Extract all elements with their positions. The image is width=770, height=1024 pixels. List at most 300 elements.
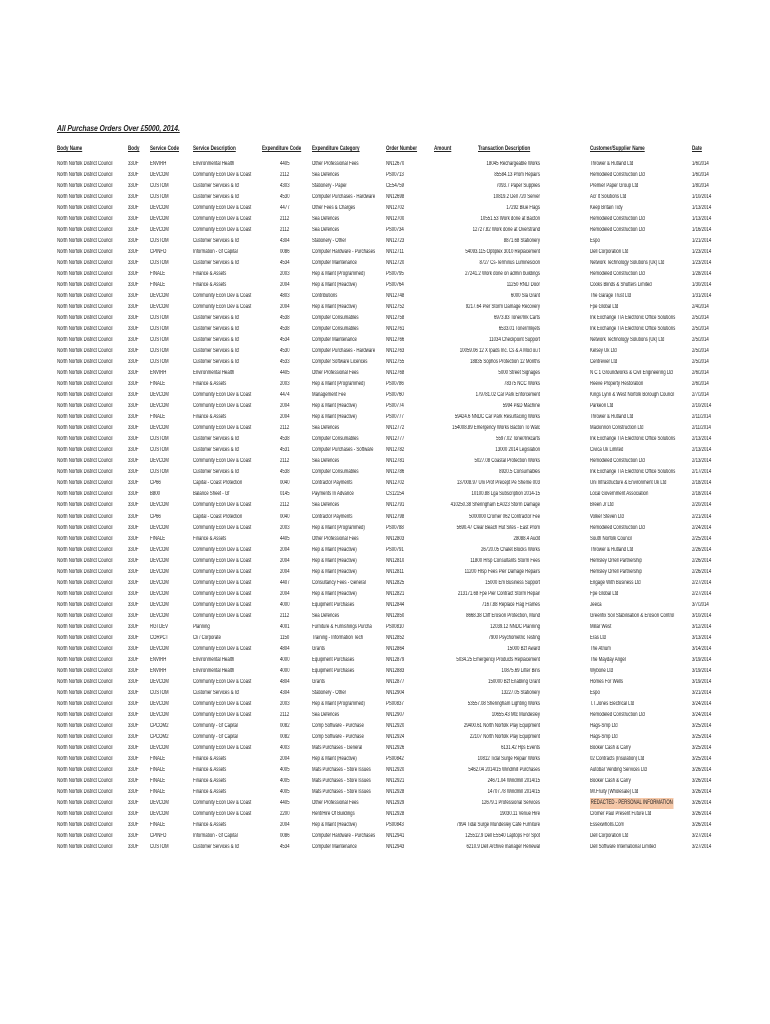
body-name-cell: North Norfolk District Council	[57, 777, 113, 784]
order-number-cell: NN12781	[386, 458, 405, 465]
expenditure-category-cell: Sea Defences	[312, 711, 340, 718]
supplier-name-cell: Mr.Fruity (Wholesale) Ltd	[590, 788, 639, 795]
order-number-cell: NN12782	[386, 447, 405, 454]
order-number-cell: NN12810	[386, 557, 405, 564]
date-cell: 1/21/2014	[692, 238, 712, 245]
transaction-description: Blue Flags	[519, 205, 540, 212]
amount-cell	[151, 688, 540, 699]
expenditure-code-cell: 4405	[280, 370, 290, 377]
supplier-name-cell: Keep Britain Tidy	[590, 205, 623, 212]
date-cell: 1/6/2014	[692, 172, 709, 179]
date-cell: 2/17/2014	[692, 469, 712, 476]
date-cell: 3/14/2014	[692, 645, 712, 652]
transaction-description: NCC Works	[517, 381, 540, 388]
body-cell: 33UF	[128, 337, 139, 344]
table-row	[0, 280, 770, 291]
order-number-cell: NN12670	[386, 161, 405, 167]
transaction-description: Venue Hire	[518, 810, 540, 817]
table-row	[0, 732, 770, 743]
expenditure-category-cell: Rep & Maint (Programmed)	[312, 524, 365, 531]
body-name-cell: North Norfolk District Council	[57, 755, 113, 762]
transaction-description: Cliff Erosion Protection, Mund	[482, 612, 540, 619]
expenditure-code-cell: 4534	[280, 337, 290, 344]
amount-cell	[151, 567, 540, 578]
body-name-cell: North Norfolk District Council	[57, 590, 113, 597]
supplier-name-cell: Kings Lynn & West Norfolk Borough Council	[590, 392, 675, 399]
expenditure-category-cell: Rep & Maint (Reactive)	[312, 414, 357, 421]
expenditure-category-cell: Sea Defences	[312, 227, 340, 234]
table-row	[0, 589, 770, 600]
table-row	[0, 445, 770, 456]
date-cell: 2/27/2014	[692, 590, 712, 597]
header-expenditure-category: Expenditure Category	[312, 145, 360, 152]
table-row	[0, 170, 770, 181]
service-description-cell: Customer Services & Ict	[193, 238, 240, 245]
body-cell: 33UF	[128, 678, 139, 685]
transaction-description: Lga Subscription 2014-15	[490, 491, 540, 498]
expenditure-code-cell: 2004	[280, 546, 290, 553]
order-number-cell: PS00810	[386, 623, 404, 630]
body-cell: 33UF	[128, 755, 139, 762]
amount-value: 10812	[477, 755, 490, 762]
transaction-description: Professional Services	[498, 799, 540, 806]
expenditure-code-cell: 4005	[280, 777, 290, 784]
transaction-description: Car Park Enforcement	[497, 392, 540, 399]
body-name-cell: North Norfolk District Council	[57, 403, 113, 410]
supplier-name-cell: The Garage Trust Ltd	[590, 293, 632, 300]
body-cell: 33UF	[128, 810, 139, 817]
table-row	[0, 666, 770, 677]
body-cell: 33UF	[128, 205, 139, 212]
amount-cell	[151, 787, 540, 798]
date-cell: 3/27/2014	[692, 843, 712, 850]
date-cell: 2/10/2014	[692, 403, 712, 410]
body-cell: 33UF	[128, 381, 139, 388]
body-name-cell: North Norfolk District Council	[57, 733, 113, 740]
table-row	[0, 798, 770, 809]
expenditure-category-cell: Sea Defences	[312, 612, 340, 619]
date-cell: 2/13/2014	[692, 458, 712, 465]
transaction-description: Fpe Pier Contract Storm Repair	[479, 590, 540, 597]
order-number-cell: NN12791	[386, 502, 405, 509]
date-cell: 2/5/2014	[692, 315, 709, 322]
order-number-cell: NN12825	[386, 579, 405, 586]
header-supplier-name: Customer/Supplier Name	[590, 145, 645, 152]
body-name-cell: North Norfolk District Council	[57, 436, 113, 443]
amount-value: 53557.08	[467, 700, 486, 707]
expenditure-code-cell: 4001	[280, 623, 290, 630]
amount-cell	[151, 280, 540, 291]
date-cell: 2/5/2014	[692, 348, 709, 355]
body-name-cell: North Norfolk District Council	[57, 293, 113, 300]
body-cell: 33UF	[128, 667, 139, 674]
body-name-cell: North Norfolk District Council	[57, 711, 113, 718]
expenditure-category-cell: Grants	[312, 645, 325, 652]
service-description-cell: Customer Services & Ict	[193, 436, 240, 443]
body-name-cell: North Norfolk District Council	[57, 326, 113, 333]
expenditure-category-cell: Management Fee	[312, 392, 346, 399]
table-row	[0, 269, 770, 280]
amount-cell	[151, 820, 540, 831]
service-code-cell: CUSTOM	[150, 469, 169, 476]
body-name-cell: North Norfolk District Council	[57, 370, 113, 377]
amount-value: 150000	[488, 678, 503, 685]
body-name-cell: North Norfolk District Council	[57, 810, 113, 817]
table-row	[0, 842, 770, 853]
date-cell: 2/18/2014	[692, 480, 712, 487]
amount-value: 17292	[506, 205, 519, 212]
service-code-cell: FINALE	[150, 271, 166, 278]
supplier-name-cell: Essexwholls.Com	[590, 821, 625, 828]
transaction-description: Hrsp Fees Pier Damage Repairs	[477, 568, 540, 575]
body-name-cell: North Norfolk District Council	[57, 821, 113, 828]
expenditure-category-cell: Sea Defences	[312, 216, 340, 223]
supplier-name-cell: Remodeled Construction Ltd	[590, 227, 645, 234]
transaction-description: Cromer 062 Contractor Fee	[487, 513, 540, 520]
amount-value: 14707.78	[487, 788, 506, 795]
body-name-cell: North Norfolk District Council	[57, 205, 113, 212]
body-name-cell: North Norfolk District Council	[57, 469, 113, 476]
amount-value: 154008.89	[452, 425, 473, 432]
expenditure-category-cell: Other Professional Fees	[312, 161, 359, 167]
table-row	[0, 622, 770, 633]
body-cell: 33UF	[128, 392, 139, 399]
date-cell: 1/23/2014	[692, 249, 712, 256]
supplier-name-cell: Remodeled Construction Ltd	[590, 524, 645, 531]
supplier-name-cell: Remodeled Construction Ltd	[590, 172, 645, 179]
table-row	[0, 159, 770, 170]
transaction-description: Work done at Bacton	[499, 216, 540, 223]
amount-cell	[151, 258, 540, 269]
transaction-description: Optiplex 3010 Replacement	[486, 249, 540, 256]
expenditure-code-cell: 2004	[280, 414, 290, 421]
amount-cell	[151, 600, 540, 611]
header-body-name: Body Name	[57, 145, 83, 152]
order-number-cell: NN12941	[386, 832, 405, 839]
body-name-cell: North Norfolk District Council	[57, 766, 113, 773]
expenditure-category-cell: Grants	[312, 678, 325, 685]
service-code-cell: FINALE	[150, 381, 166, 388]
body-cell: 33UF	[128, 524, 139, 531]
service-code-cell: B800	[150, 491, 161, 498]
body-cell: 33UF	[128, 447, 139, 454]
service-description-cell: Customer Services & Ict	[193, 337, 240, 344]
body-cell: 33UF	[128, 491, 139, 498]
expenditure-category-cell: Rep & Maint (Reactive)	[312, 403, 357, 410]
amount-cell	[151, 214, 540, 225]
service-description-cell: Customer Services & Ict	[193, 348, 240, 355]
expenditure-category-cell: Sea Defences	[312, 502, 340, 509]
expenditure-category-cell: Rep & Maint (Reactive)	[312, 304, 357, 311]
body-cell: 33UF	[128, 161, 139, 167]
body-name-cell: North Norfolk District Council	[57, 348, 113, 355]
supplier-name-cell: Dell Corporation Ltd	[590, 832, 629, 839]
supplier-name-cell: Ink Exchange T/A Electronic Office Solutions	[590, 436, 676, 443]
date-cell: 3/19/2014	[692, 678, 712, 685]
order-number-cell: PS00843	[386, 821, 404, 828]
transaction-description: Dell Archive manager Renewal	[480, 843, 540, 850]
service-description-cell: Community Econ Dev & Coast	[193, 711, 252, 718]
supplier-name-cell: REDACTED - PERSONAL INFORMATION	[590, 798, 674, 809]
service-description-cell: Community Econ Dev & Coast	[193, 590, 252, 597]
order-number-cell: NN12786	[386, 469, 405, 476]
amount-value: 5027.08	[474, 458, 491, 465]
body-cell: 33UF	[128, 513, 139, 520]
table-row	[0, 743, 770, 754]
amount-cell	[151, 842, 540, 853]
service-code-cell: DEVCOM	[150, 293, 169, 300]
expenditure-category-cell: Rep & Maint (Programmed)	[312, 700, 365, 707]
service-description-cell: Planning	[193, 623, 210, 630]
table-row	[0, 578, 770, 589]
service-description-cell: Community Econ Dev & Coast	[193, 579, 252, 586]
table-row	[0, 313, 770, 324]
service-description-cell: Community Econ Dev & Coast	[193, 392, 252, 399]
service-code-cell: DEVCOM	[150, 612, 169, 619]
order-number-cell: NN12921	[386, 777, 405, 784]
transaction-description: P&D Machine	[513, 403, 540, 410]
service-code-cell: DEVCOM	[150, 205, 169, 212]
table-row	[0, 677, 770, 688]
table-row	[0, 710, 770, 721]
service-code-cell: CPINFO	[150, 249, 167, 256]
supplier-name-cell: Espo	[590, 689, 600, 696]
service-description-cell: Community Econ Dev & Coast	[193, 403, 252, 410]
service-code-cell: DEVCOM	[150, 502, 169, 509]
amount-value: 125512.9	[465, 832, 484, 839]
table-row	[0, 633, 770, 644]
expenditure-category-cell: Stationery - Other	[312, 689, 347, 696]
service-description-cell: Finance & Assets	[193, 271, 227, 278]
date-cell: 2/20/2014	[692, 502, 712, 509]
expenditure-code-cell: 2112	[280, 612, 290, 619]
body-cell: 33UF	[128, 612, 139, 619]
expenditure-category-cell: Computer Purchases - Software	[312, 447, 374, 454]
amount-value: 8727	[479, 260, 490, 267]
transaction-description: Tidal Surge Mundesley Café Furniture	[467, 821, 540, 828]
supplier-name-cell: Hemsley Orrell Partnership	[590, 557, 642, 564]
service-code-cell: CUSTOM	[150, 436, 169, 443]
table-row	[0, 335, 770, 346]
body-name-cell: North Norfolk District Council	[57, 425, 113, 432]
date-cell: 2/26/2014	[692, 557, 712, 564]
table-row	[0, 655, 770, 666]
expenditure-code-cell: 4531	[280, 447, 290, 454]
body-cell: 33UF	[128, 689, 139, 696]
date-cell: 2/11/2014	[692, 414, 711, 421]
body-cell: 33UF	[128, 832, 139, 839]
expenditure-code-cell: 4000	[280, 667, 290, 674]
service-code-cell: CUSTOM	[150, 260, 169, 267]
expenditure-category-cell: Other Professional Fees	[312, 370, 359, 377]
transaction-description: Sheringham Lighting Works	[487, 700, 540, 707]
amount-cell	[151, 732, 540, 743]
supplier-name-cell: Ink Exchange T/A Electronic Office Solutions	[590, 469, 676, 476]
order-number-cell: PS00791	[386, 546, 404, 553]
header-service-description: Service Description	[193, 145, 236, 152]
date-cell: 3/24/2014	[692, 700, 712, 707]
expenditure-category-cell: Other Fees & Charges	[312, 205, 356, 212]
body-name-cell: North Norfolk District Council	[57, 843, 113, 850]
table-row	[0, 500, 770, 511]
service-code-cell: DEVCOM	[150, 645, 169, 652]
expenditure-code-cell: 2003	[280, 700, 290, 707]
service-code-cell: DEVCOM	[150, 810, 169, 817]
amount-value: 6000	[510, 293, 521, 300]
service-description-cell: Community Econ Dev & Coast	[193, 524, 252, 531]
expenditure-category-cell: Computer Purchases - Hardware	[312, 194, 376, 201]
body-cell: 33UF	[128, 348, 139, 355]
service-code-cell: CUSTOM	[150, 194, 169, 201]
transaction-description: Pier Storm Damage Recovery	[482, 304, 540, 311]
transaction-description: RNLI Door	[519, 282, 540, 289]
body-cell: 33UF	[128, 579, 139, 586]
transaction-description: Toner/Inkjets	[515, 326, 540, 333]
expenditure-category-cell: Computer Purchases - Hardware	[312, 348, 376, 355]
expenditure-category-cell: Comp Software - Purchase	[312, 722, 364, 729]
body-cell: 33UF	[128, 458, 139, 465]
amount-cell	[151, 523, 540, 534]
service-description-cell: Community - Gf Capital	[193, 722, 238, 729]
expenditure-code-cell: 2003	[280, 381, 290, 388]
date-cell: 3/10/2014	[692, 612, 712, 619]
expenditure-category-cell: Computer Maintenance	[312, 337, 357, 344]
expenditure-category-cell: Rep & Maint (Reactive)	[312, 282, 357, 289]
supplier-name-cell: Autobar Vending Services Ltd	[590, 766, 647, 773]
supplier-name-cell: Remodeled Construction Ltd	[590, 216, 645, 223]
expenditure-category-cell: Sea Defences	[312, 425, 340, 432]
order-number-cell: NN12752	[386, 304, 405, 311]
amount-value: 15000	[485, 579, 498, 586]
amount-value: 12039.12	[490, 623, 509, 630]
table-row	[0, 346, 770, 357]
amount-cell	[151, 236, 540, 247]
supplier-name-cell: Hags-Smp Ltd	[590, 733, 618, 740]
expenditure-code-cell: 4407	[280, 579, 290, 586]
amount-value: 29400.61	[463, 722, 482, 729]
body-cell: 33UF	[128, 403, 139, 410]
body-cell: 33UF	[128, 249, 139, 256]
transaction-description: Prom Repairs	[513, 172, 540, 179]
supplier-name-cell: The Mayday Angel	[590, 656, 626, 663]
expenditure-code-cell: 0082	[280, 722, 290, 729]
amount-value: 9217.64	[465, 304, 482, 311]
expenditure-code-cell: 4530	[280, 194, 290, 201]
body-name-cell: North Norfolk District Council	[57, 568, 113, 575]
amount-value: 11034	[489, 337, 501, 344]
service-description-cell: Capital - Coast Protection	[193, 513, 243, 520]
expenditure-code-cell: 2004	[280, 590, 290, 597]
service-code-cell: DEVCOM	[150, 546, 169, 553]
order-number-cell: PS00760	[386, 392, 404, 399]
order-number-cell: CS12154	[386, 491, 405, 498]
service-description-cell: Community Econ Dev & Coast	[193, 304, 252, 311]
amount-value: 85584.13	[494, 172, 513, 179]
service-code-cell: CUSTOM	[150, 447, 169, 454]
body-cell: 33UF	[128, 469, 139, 476]
body-name-cell: North Norfolk District Council	[57, 359, 113, 366]
table-row	[0, 192, 770, 203]
supplier-name-cell: Millar West	[590, 623, 612, 630]
amount-cell	[151, 335, 540, 346]
amount-cell	[151, 313, 540, 324]
amount-cell	[151, 357, 540, 368]
supplier-name-cell: Mackinnon Construction Ltd	[590, 425, 644, 432]
service-description-cell: Environmental Health	[193, 161, 235, 167]
expenditure-code-cell: 4405	[280, 799, 290, 806]
expenditure-category-cell: Mats Purchases - Store Issues	[312, 766, 371, 773]
table-row	[0, 523, 770, 534]
body-cell: 33UF	[128, 304, 139, 311]
amount-cell	[151, 203, 540, 214]
amount-cell	[151, 159, 540, 170]
expenditure-code-cell: 4804	[280, 678, 290, 685]
expenditure-code-cell: 4538	[280, 469, 290, 476]
service-code-cell: DEVCOM	[150, 678, 169, 685]
supplier-name-cell: Booker Cash & Carry	[590, 744, 631, 751]
amount-value: 10551.53	[480, 216, 499, 223]
service-description-cell: Customer Services & Ict	[193, 315, 240, 322]
body-name-cell: North Norfolk District Council	[57, 689, 113, 696]
amount-cell	[151, 677, 540, 688]
expenditure-category-cell: Equipment Purchases	[312, 667, 355, 674]
header-expenditure-code: Expenditure Code	[262, 145, 302, 152]
expenditure-category-cell: Computer Software Licences	[312, 359, 368, 366]
amount-cell	[151, 699, 540, 710]
service-description-cell: Community Econ Dev & Coast	[193, 612, 252, 619]
expenditure-category-cell: Computer Consumables	[312, 436, 359, 443]
date-cell: 1/10/2014	[692, 194, 712, 201]
supplier-name-cell: Booker Cash & Carry	[590, 777, 631, 784]
transaction-description: Replace Flag Frames	[498, 601, 540, 608]
order-number-cell: NN12768	[386, 370, 405, 377]
amount-cell	[151, 710, 540, 721]
service-description-cell: Community Econ Dev & Coast	[193, 293, 252, 300]
expenditure-code-cell: 2004	[280, 557, 290, 564]
expenditure-code-cell: 4405	[280, 535, 290, 542]
service-code-cell: ENVIRH	[150, 161, 167, 167]
body-cell: 33UF	[128, 315, 139, 322]
transaction-description: Cs-Terminus Luminescion	[490, 260, 540, 267]
date-cell: 3/13/2014	[692, 634, 712, 641]
supplier-name-cell: Local Government Association	[590, 491, 649, 498]
date-cell: 1/30/2014	[692, 282, 712, 289]
supplier-name-cell: Parkeon Ltd	[590, 403, 614, 410]
order-number-cell: NN12879	[386, 656, 405, 663]
expenditure-code-cell: 4000	[280, 601, 290, 608]
body-name-cell: North Norfolk District Council	[57, 271, 113, 278]
service-code-cell: CP66	[150, 513, 161, 520]
amount-value: 11250	[506, 282, 519, 289]
service-code-cell: CORPCT	[150, 634, 169, 641]
body-cell: 33UF	[128, 436, 139, 443]
amount-cell	[151, 192, 540, 203]
amount-cell	[151, 765, 540, 776]
table-row	[0, 776, 770, 787]
table-row	[0, 478, 770, 489]
date-cell: 3/25/2014	[692, 733, 712, 740]
table-row	[0, 688, 770, 699]
amount-value: 5462.04	[468, 766, 485, 773]
transaction-description: Windmill 2014/15	[506, 777, 540, 784]
expenditure-category-cell: Contractor Payments	[312, 480, 353, 487]
order-number-cell: NN12928	[386, 810, 405, 817]
expenditure-category-cell: Stationery - Paper	[312, 183, 347, 190]
service-code-cell: DEVCOM	[150, 557, 169, 564]
amount-cell	[151, 379, 540, 390]
body-name-cell: North Norfolk District Council	[57, 788, 113, 795]
expenditure-code-cell: 4005	[280, 766, 290, 773]
